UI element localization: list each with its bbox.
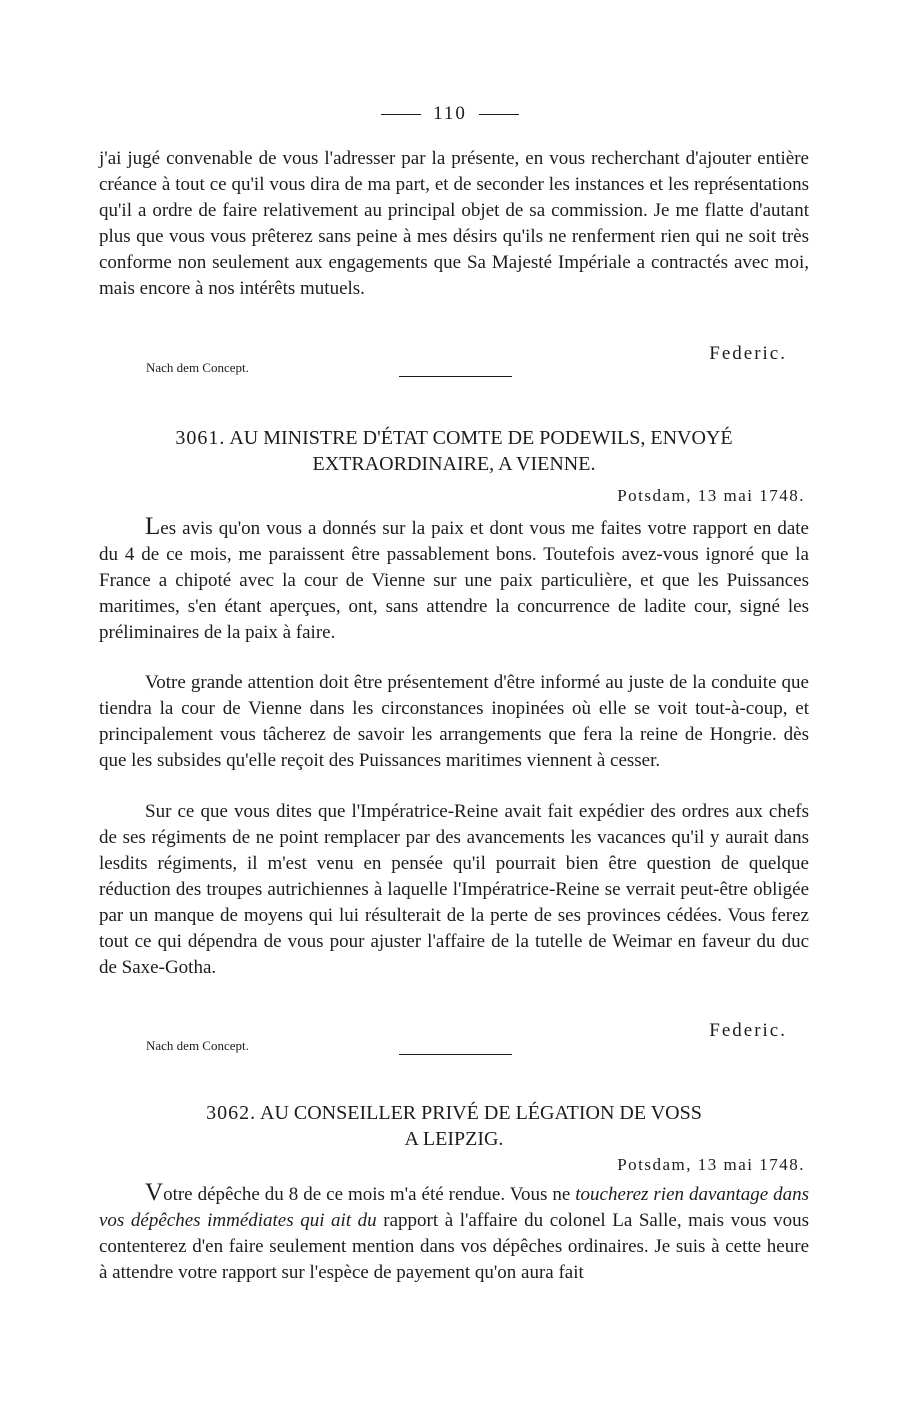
source-note: Nach dem Concept. (146, 1038, 249, 1053)
page-number-right-rule (479, 114, 519, 115)
paragraph-text: otre dépêche du 8 de ce mois m'a été rendue. Vous ne (163, 1184, 576, 1205)
heading-line-1: AU MINISTRE D'ÉTAT COMTE DE PODEWILS, ENVOYÉ (229, 427, 733, 449)
letter-paragraph (99, 1180, 809, 1286)
heading-line-2: EXTRAORDINAIRE, A VIENNE. (312, 453, 596, 475)
page-number (0, 103, 900, 125)
source-note: Nach dem Concept. (146, 360, 249, 375)
letter-number: 3061. (175, 427, 226, 449)
letter-heading (99, 1100, 809, 1152)
heading-line-2: A LEIPZIG. (404, 1128, 504, 1150)
continuation-paragraph: j'ai jugé convenable de vous l'adresser par la présente, en vous recherchant d'ajouter entière créance à tout ce qu'il vous dira de ma part, et de seconder les instances et les représentations qu'il a ordre de faire relativement au principal objet de sa commission. Je me flatte d'autant plus que vous vous prêterez sans peine à mes désirs qu'ils ne renferment rien qui ne soit très conforme non seulement aux engagements que Sa Majesté Impériale a contractés avec moi, mais encore à nos intérêts mutuels. (99, 148, 809, 299)
dateline: Potsdam, 13 mai 1748. (617, 486, 805, 505)
initial-letter: L (145, 513, 161, 540)
page-number-left-rule (381, 114, 421, 115)
dateline: Potsdam, 13 mai 1748. (617, 1155, 805, 1174)
letter-paragraph (99, 514, 809, 646)
paragraph-text: rapport à l'affaire du colonel La Salle, mais vous vous contenterez d'en faire seulement mention dans vos dépêches ordinaires. Je suis à cette heure à attendre votre rapport sur l'espèce de payement qu'on aura fait (99, 1210, 809, 1283)
italic-text: toucherez rien davantage dans vos dépêches immédiates qui ait du (99, 1184, 809, 1231)
letter-heading (99, 425, 809, 477)
initial-letter: V (145, 1179, 164, 1206)
signature: Federic. (709, 1020, 787, 1041)
letter-number: 3062. (206, 1102, 257, 1124)
signature: Federic. (709, 343, 787, 364)
section-divider (399, 376, 512, 377)
letter-paragraph: Votre grande attention doit être présentement d'être informé au juste de la conduite que tiendra la cour de Vienne dans les circonstances inopinées où elle se voit tout-à-coup, et principalement vous tâcherez de savoir les arrangements que fera la reine de Hongrie. dès que les subsides qu'elle reçoit des Puissances maritimes viennent à cesser. (99, 672, 809, 771)
heading-line-1: AU CONSEILLER PRIVÉ DE LÉGATION DE VOSS (260, 1102, 702, 1124)
paragraph-text: es avis qu'on vous a donnés sur la paix et dont vous me faites votre rapport en date du 4 de ce mois, me paraissent être passablement bons. Toutefois avez-vous ignoré que la France a chipoté avec la cour de Vienne sur une paix particulière, et que les Puissances maritimes, s'en étant aperçues, ont, sans attendre la concurrence de ladite cour, signé les préliminaires de la paix à faire. (99, 518, 809, 643)
section-divider (399, 1054, 512, 1055)
page-number-text: 110 (433, 103, 467, 124)
letter-paragraph: Sur ce que vous dites que l'Impératrice-Reine avait fait expédier des ordres aux chefs de ses régiments de ne point remplacer par des avancements les vacances qu'il y aurait dans lesdits régiments, il m'est venu en pensée qu'il pourrait bien être question de quelque réduction des troupes autrichiennes à laquelle l'Impératrice-Reine se verrait peut-être obligée par un manque de moyens qui lui résulterait de la perte de ses provinces cédées. Vous ferez tout ce qui dépendra de vous pour ajuster l'affaire de la tutelle de Weimar en faveur du duc de Saxe-Gotha. (99, 801, 809, 978)
